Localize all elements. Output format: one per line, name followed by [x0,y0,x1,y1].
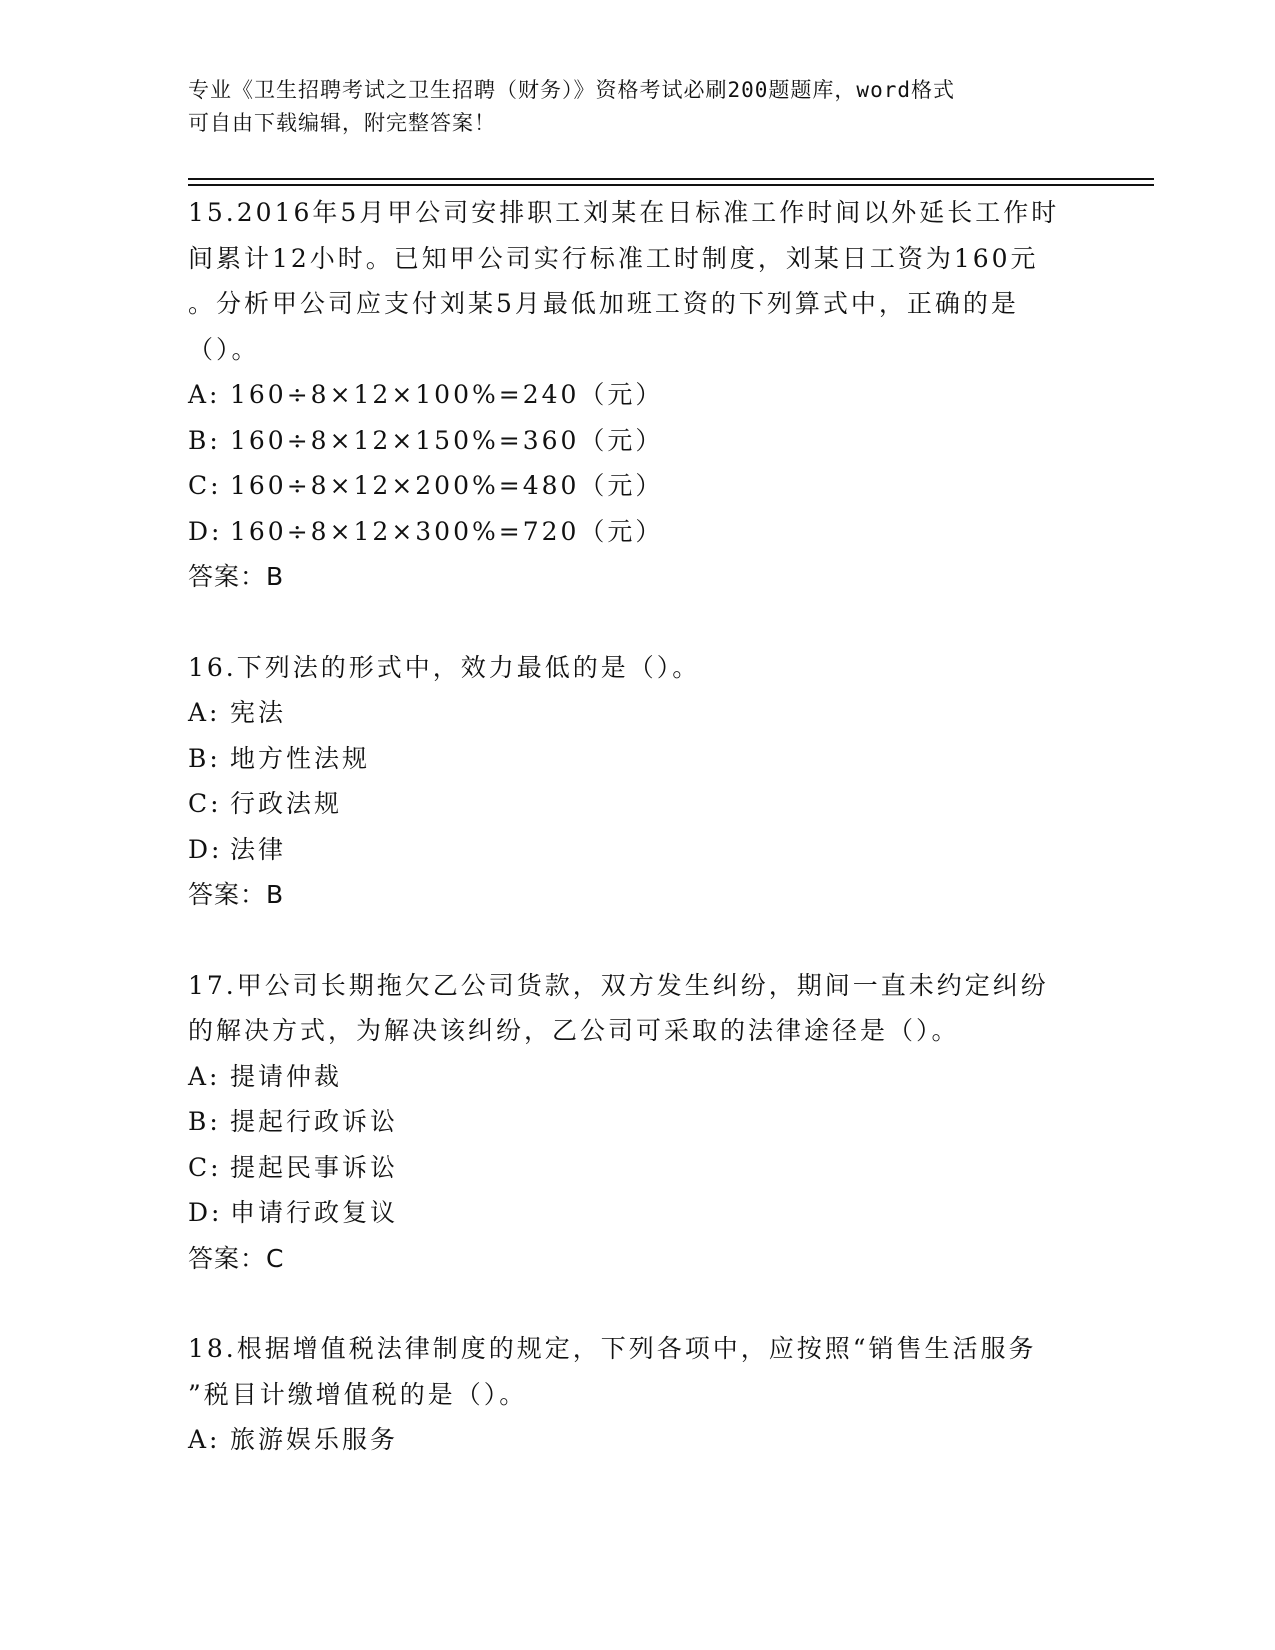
question-stem-line: 15.2016年5月甲公司安排职工刘某在日标准工作时间以外延长工作时 [188,198,1060,227]
option-b [188,418,1088,464]
question-18 [188,1326,1088,1463]
option-b [188,1099,1088,1145]
header-line-1: 专业《卫生招聘考试之卫生招聘（财务）》资格考试必刷200题题库，word格式 [188,78,955,102]
option-text: 地方性法规 [230,743,371,773]
question-list [188,190,1088,1508]
header-divider-top [188,178,1154,180]
option-a [188,1417,1088,1463]
option-letter: D: [188,834,223,864]
answer: 答案：B [188,880,285,909]
option-text: 申请行政复议 [230,1198,399,1227]
option-text: 提起民事诉讼 [230,1152,399,1182]
option-d [188,1190,1088,1236]
question-stem-line: 17.甲公司长期拖欠乙公司货款，双方发生纠纷，期间一直未约定纠纷 [188,970,1049,1000]
question-stem-line: 18.根据增值税法律制度的规定，下列各项中，应按照“销售生活服务 [188,1334,1037,1363]
option-a [188,690,1088,736]
question-stem-line: 的解决方式，为解决该纠纷，乙公司可采取的法律途径是（）。 [188,1016,960,1045]
option-a [188,1054,1088,1100]
option-text: 160÷8×12×150%=360（元） [230,425,664,455]
answer: 答案：C [188,1243,285,1273]
option-letter: A: [188,1061,221,1091]
option-text: 法律 [230,834,287,864]
option-letter: A: [188,698,221,727]
document-header [188,74,1088,140]
option-letter: C: [188,1152,222,1182]
option-text: 宪法 [230,698,287,727]
question-stem-line: ”税目计缴增值税的是（）。 [188,1379,528,1409]
option-text: 160÷8×12×200%=480（元） [230,471,664,500]
option-c [188,781,1088,827]
option-letter: B: [188,425,221,455]
option-letter: A: [188,1425,221,1454]
option-letter: C: [188,471,222,500]
option-d [188,827,1088,873]
question-stem-line: （）。 [188,334,260,364]
answer: 答案：B [188,562,285,591]
question-stem-line: 16.下列法的形式中，效力最低的是（）。 [188,652,701,682]
option-c [188,463,1088,509]
question-15 [188,190,1088,600]
option-text: 提起行政诉讼 [230,1107,399,1136]
option-d [188,509,1088,555]
option-text: 旅游娱乐服务 [230,1425,399,1454]
option-letter: C: [188,789,222,818]
question-stem-line: 间累计12小时。已知甲公司实行标准工时制度，刘某日工资为160元 [188,243,1039,273]
option-letter: D: [188,1198,223,1227]
option-a [188,372,1088,418]
header-divider-bottom [188,184,1154,186]
option-text: 行政法规 [230,789,343,818]
option-c [188,1145,1088,1191]
option-text: 提请仲裁 [230,1061,343,1091]
question-16 [188,645,1088,918]
option-text: 160÷8×12×100%=240（元） [230,380,664,409]
option-b [188,736,1088,782]
header-line-2: 可自由下载编辑，附完整答案！ [188,111,496,135]
option-letter: B: [188,1107,221,1136]
option-text: 160÷8×12×300%=720（元） [230,516,664,546]
option-letter: B: [188,743,221,773]
question-stem-line: 。分析甲公司应支付刘某5月最低加班工资的下列算式中，正确的是 [188,289,1019,318]
question-17 [188,963,1088,1282]
option-letter: A: [188,380,221,409]
option-letter: D: [188,516,223,546]
